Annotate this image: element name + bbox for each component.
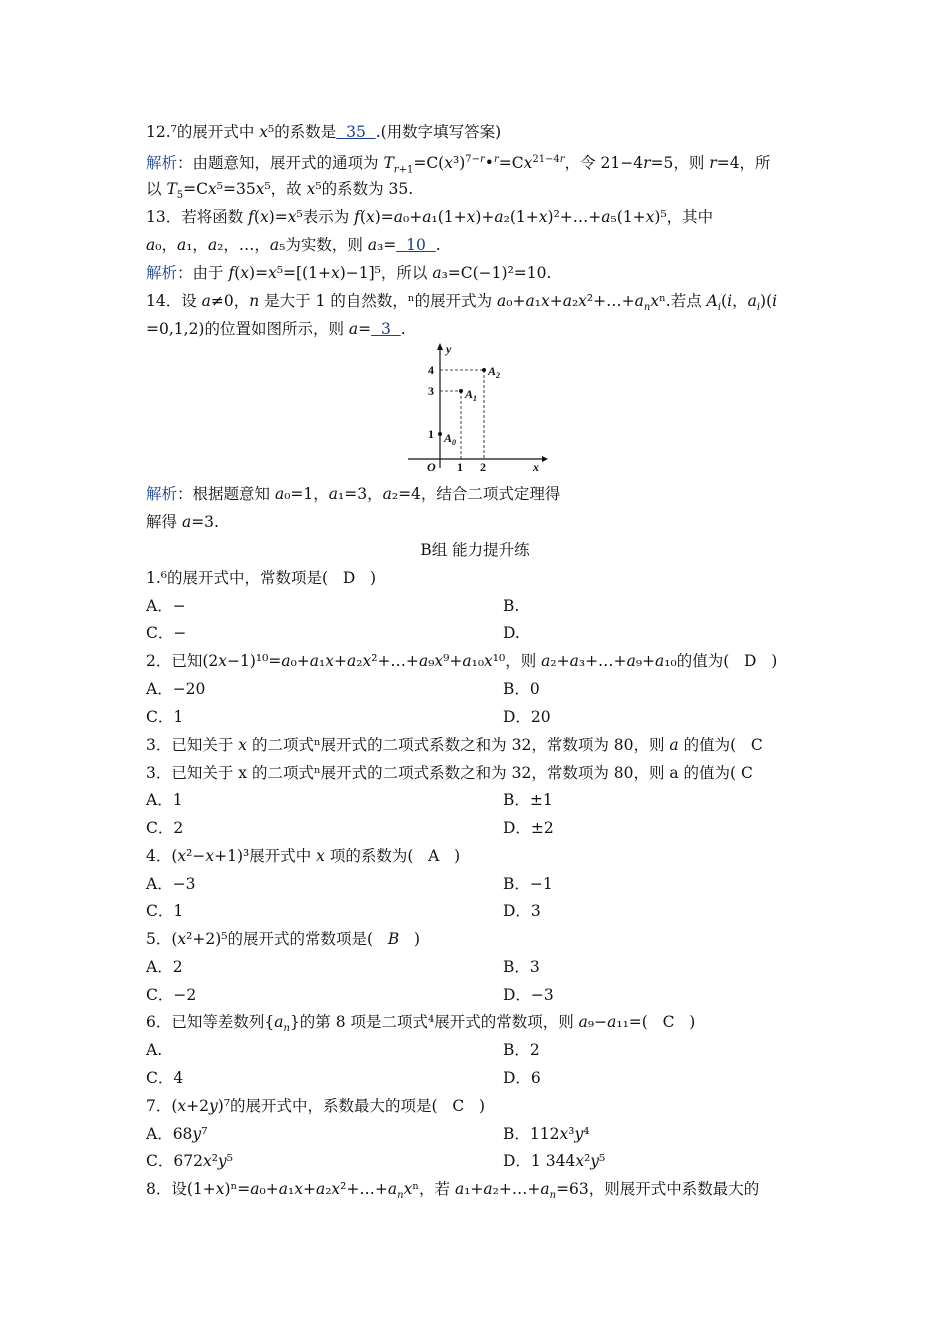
answer-12: 35 [336,123,376,141]
b6-option-b: B．2 [503,1041,540,1059]
y-tick-1: 1 [428,427,434,441]
b-question-7: 7．(x+2y)⁷的展开式中，系数最大的项是( C ) [146,1097,486,1115]
b3-option-d: D．±2 [503,819,554,837]
solution-12-line2: 以 $T_5=Cx^5=35x^5$，故 x⁵的系数为 35. [146,180,414,202]
answer-14: 3 [371,320,401,338]
solution-label: 解析 [146,154,178,173]
b5-option-a: A．2 [146,958,183,976]
b3-option-a: A．1 [146,791,183,809]
b2-option-c: C．1 [146,708,184,726]
b1-option-b: B. [503,597,520,615]
x-tick-2: 2 [480,460,486,474]
b7-option-b: B．112x³y⁴ [503,1125,590,1143]
b1-option-c: C．− [146,624,187,642]
origin-label: O [427,460,436,474]
b-question-8: 8．设$(1+x)^n=a_0+a_1x+a_2x^2+\dots+a_nx^n$，若 $a_1+a_2+\dots+a_n=63$，则展开式中系数最大的 [146,1180,760,1202]
b6-option-c: C．4 [146,1069,184,1087]
b2-option-b: B．0 [503,680,540,698]
solution-12-line1: 解析：由题意知，展开式的通项为 $T_{r+1}=C(x^3)^{7-r}•^r=Cx^{21-4r}$，令 21−4r=5，则 r=4，所 [146,154,771,176]
b1-option-a: A．− [146,597,186,615]
b7-option-c: C．672x²y⁵ [146,1152,233,1170]
label-a1: $A_1$ [465,387,478,403]
x-tick-1: 1 [457,460,463,474]
coordinate-graph [400,340,550,475]
b3-option-c: C．2 [146,819,184,837]
b5-option-d: D．−3 [503,986,554,1004]
b1-option-d: D. [503,624,520,642]
b-question-2: 2．已知(2x−1)¹⁰=a₀+a₁x+a₂x²+…+a₉x⁹+a₁₀x¹⁰，则 a₂+a₃+…+a₉+a₁₀的值为( D ) [146,652,778,670]
question-13-line1: 13．若将函数 f(x)=x⁵表示为 f(x)=a₀+a₁(1+x)+a₂(1+x)²+…+a₅(1+x)⁵，其中 [146,208,714,226]
solution-label: 解析 [146,485,178,503]
b2-option-a: A．−20 [146,680,206,698]
b3-option-b: B．±1 [503,791,553,809]
b-question-6: 6．已知等差数列$\{a_n\}$的第 8 项是二项式⁴展开式的常数项，则 a₉−a₁₁=( C ) [146,1013,696,1035]
question-14-line2: =0,1,2)的位置如图所示，则 a= 3 . [146,320,406,338]
b-question-1: 1.⁶的展开式中，常数项是( D ) [146,569,377,587]
b-question-5: 5．(x²+2)⁵的展开式的常数项是( B ) [146,930,421,948]
label-a2: $A_2$ [488,364,501,380]
section-title: B组 能力提升练 [420,541,530,559]
solution-13: 解析：由于 f(x)=x⁵=[(1+x)−1]⁵，所以 a₃=C(−1)²=10. [146,264,552,282]
x-axis-label: x [533,460,539,474]
b7-option-d: D．1 344x²y⁵ [503,1152,606,1170]
b-question-3-line2: 3．已知关于 x 的二项式ⁿ展开式的二项式系数之和为 32，常数项为 80，则 a 的值为( C [146,764,753,782]
b7-option-a: A．68y⁷ [146,1125,208,1143]
y-tick-4: 4 [428,363,434,377]
y-axis-label: y [446,342,452,356]
point-a2 [482,368,486,372]
b6-option-a: A. [146,1041,163,1059]
b4-option-a: A．−3 [146,875,196,893]
x-axis-arrow [542,456,548,462]
question-14-line1: 14．设 a≠0，n 是大于 1 的自然数，ⁿ的展开式为 $a_0+a_1x+a_2x^2+\dots+a_nx^n$.若点 $A_i(i$，$a_i)(i$ [146,292,778,314]
answer-13: 10 [396,236,436,254]
solution-14-line2: 解得 a=3. [146,513,219,531]
point-a0 [438,432,442,436]
question-13-line2: a₀，a₁，a₂，…，a₅为实数，则 a₃= 10 . [146,236,441,254]
question-12: 12.⁷的展开式中 x⁵的系数是 35 .(用数字填写答案) [146,123,502,141]
b5-option-c: C．−2 [146,986,197,1004]
solution-14-line1: 解析：根据题意知 a₀=1，a₁=3，a₂=4，结合二项式定理得 [146,485,561,503]
label-a0: $A_0$ [444,431,457,447]
b-question-4: 4．(x²−x+1)³展开式中 x 项的系数为( A ) [146,847,461,865]
b2-option-d: D．20 [503,708,551,726]
b5-option-b: B．3 [503,958,540,976]
y-tick-3: 3 [428,384,434,398]
point-a1 [459,389,463,393]
b4-option-c: C．1 [146,902,184,920]
solution-label: 解析 [146,264,178,282]
b-question-3-line1: 3．已知关于 x 的二项式ⁿ展开式的二项式系数之和为 32，常数项为 80，则 a 的值为( C [146,736,763,754]
y-axis-arrow [437,343,443,350]
b4-option-d: D．3 [503,902,541,920]
b4-option-b: B．−1 [503,875,553,893]
b6-option-d: D．6 [503,1069,541,1087]
